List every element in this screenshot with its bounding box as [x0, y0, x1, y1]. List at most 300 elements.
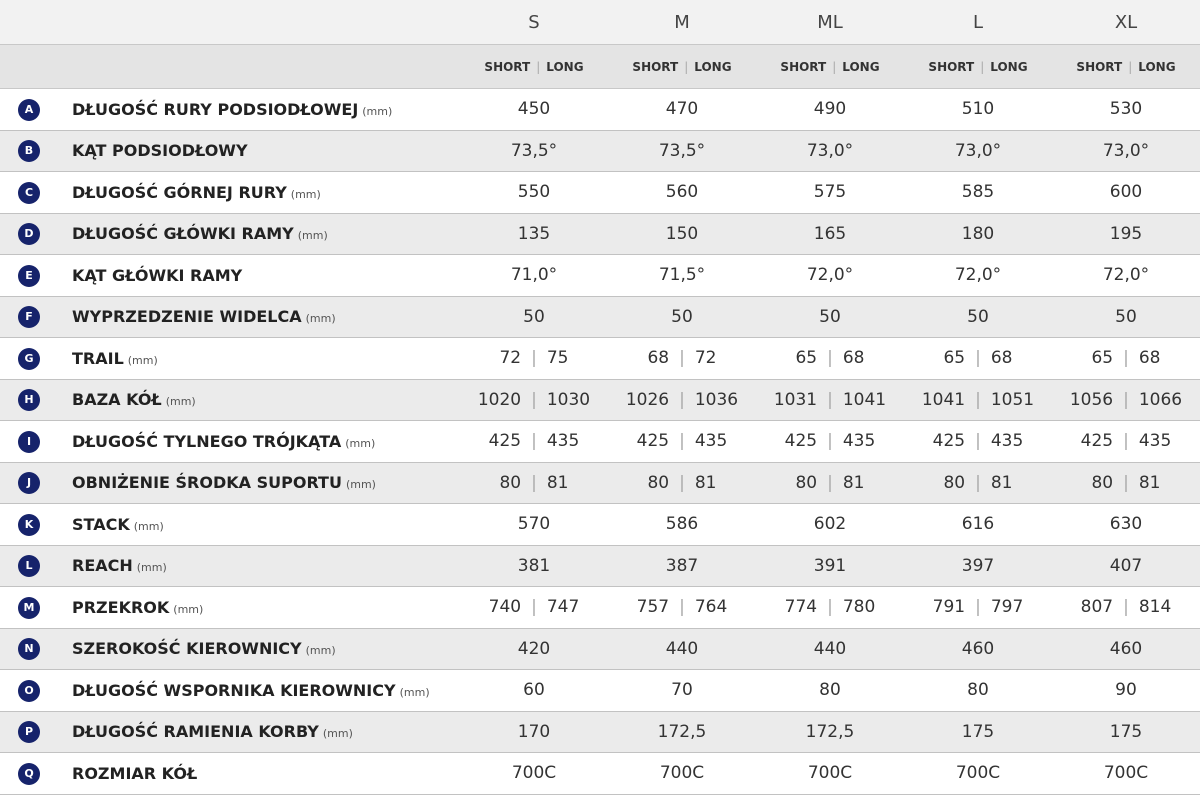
value-cell — [1052, 711, 1200, 753]
value-short: 381 — [517, 555, 551, 576]
value-cell — [756, 753, 904, 795]
row-letter-badge: N — [18, 638, 40, 660]
value-short: 73,5° — [510, 140, 558, 161]
value-short: 1041 — [921, 389, 966, 410]
row-letter-badge: H — [18, 389, 40, 411]
value-short: 172,5 — [805, 721, 855, 742]
value-short: 60 — [523, 680, 545, 701]
value-cell — [608, 296, 756, 338]
row-letter-badge: F — [18, 306, 40, 328]
value-cell — [608, 670, 756, 712]
value-cell — [460, 255, 608, 297]
value-cell — [1052, 504, 1200, 546]
value-short: 791 — [932, 597, 966, 618]
row-unit: (mm) — [305, 312, 336, 326]
row-label: DŁUGOŚĆ RURY PODSIODŁOWEJ — [72, 99, 359, 119]
value-cell — [904, 255, 1052, 297]
value-short: 490 — [813, 99, 847, 120]
value-short: 72 — [499, 348, 522, 369]
value-separator: | — [827, 472, 833, 493]
row-label-cell — [72, 753, 460, 795]
row-label: KĄT GŁÓWKI RAMY — [72, 265, 243, 285]
value-long: 81 — [694, 472, 717, 493]
value-cell — [756, 545, 904, 587]
value-separator: | — [827, 389, 833, 410]
value-cell — [756, 130, 904, 172]
value-short: 397 — [961, 555, 995, 576]
row-letter-cell — [0, 296, 72, 338]
value-cell — [460, 296, 608, 338]
row-label: DŁUGOŚĆ GÓRNEJ RURY — [72, 182, 287, 202]
value-short: 600 — [1109, 182, 1143, 203]
value-cell — [608, 421, 756, 463]
value-short: 73,0° — [1102, 140, 1150, 161]
value-separator: | — [1123, 597, 1129, 618]
value-separator: | — [975, 389, 981, 410]
value-long: 747 — [546, 597, 580, 618]
row-unit: (mm) — [173, 602, 204, 616]
value-cell — [1052, 89, 1200, 131]
value-short: 65 — [1091, 348, 1114, 369]
value-short: 550 — [517, 182, 551, 203]
value-short: 460 — [961, 638, 995, 659]
value-cell — [756, 296, 904, 338]
value-cell — [1052, 379, 1200, 421]
variant-separator: | — [832, 59, 837, 74]
row-letter-badge: B — [18, 140, 40, 162]
row-letter-cell — [0, 213, 72, 255]
value-short: 700C — [807, 763, 853, 784]
value-short: 50 — [1115, 306, 1137, 327]
row-letter-badge: J — [18, 472, 40, 494]
value-cell — [904, 628, 1052, 670]
variant-short-label: SHORT — [1076, 59, 1123, 74]
table-row — [0, 213, 1200, 255]
row-letter-cell — [0, 628, 72, 670]
value-short: 80 — [499, 472, 522, 493]
value-short: 616 — [961, 514, 995, 535]
row-letter-cell — [0, 670, 72, 712]
value-cell — [904, 130, 1052, 172]
size-header-row — [0, 0, 1200, 45]
row-letter-badge: K — [18, 514, 40, 536]
variant-header-ml — [756, 45, 904, 89]
value-short: 68 — [647, 348, 670, 369]
variant-long-label: LONG — [694, 59, 732, 74]
value-cell — [904, 172, 1052, 214]
value-short: 630 — [1109, 514, 1143, 535]
value-short: 807 — [1080, 597, 1114, 618]
value-long: 68 — [1138, 348, 1161, 369]
value-short: 80 — [1091, 472, 1114, 493]
value-long: 797 — [990, 597, 1024, 618]
table-row — [0, 711, 1200, 753]
value-short: 1056 — [1069, 389, 1114, 410]
value-cell — [1052, 255, 1200, 297]
table-row — [0, 130, 1200, 172]
row-letter-cell — [0, 711, 72, 753]
row-label-cell — [72, 89, 460, 131]
row-letter-cell — [0, 255, 72, 297]
value-cell — [460, 545, 608, 587]
value-short: 700C — [955, 763, 1001, 784]
table-row — [0, 296, 1200, 338]
value-cell — [460, 670, 608, 712]
value-short: 757 — [636, 597, 670, 618]
row-letter-badge: A — [18, 99, 40, 121]
row-letter-cell — [0, 130, 72, 172]
row-letter-badge: D — [18, 223, 40, 245]
value-long: 81 — [842, 472, 865, 493]
row-label-cell — [72, 628, 460, 670]
value-cell — [460, 462, 608, 504]
row-label: DŁUGOŚĆ RAMIENIA KORBY — [72, 722, 319, 742]
value-cell — [904, 753, 1052, 795]
value-cell — [608, 213, 756, 255]
value-short: 90 — [1115, 680, 1137, 701]
value-short: 70 — [671, 680, 693, 701]
value-short: 175 — [1109, 721, 1143, 742]
value-long: 435 — [842, 431, 876, 452]
value-cell — [460, 130, 608, 172]
value-long: 1066 — [1138, 389, 1183, 410]
row-label-cell — [72, 587, 460, 629]
value-cell — [904, 711, 1052, 753]
header-spacer — [72, 0, 460, 45]
value-cell — [1052, 338, 1200, 380]
value-cell — [1052, 296, 1200, 338]
value-cell — [1052, 753, 1200, 795]
row-label: STACK — [72, 514, 130, 534]
value-short: 80 — [647, 472, 670, 493]
value-separator: | — [827, 431, 833, 452]
geometry-body — [0, 89, 1200, 795]
row-label: DŁUGOŚĆ WSPORNIKA KIEROWNICY — [72, 680, 396, 700]
value-short: 425 — [1080, 431, 1114, 452]
value-cell — [608, 172, 756, 214]
row-unit: (mm) — [322, 727, 353, 741]
value-short: 585 — [961, 182, 995, 203]
value-long: 68 — [842, 348, 865, 369]
value-separator: | — [975, 348, 981, 369]
table-row — [0, 587, 1200, 629]
row-label-cell — [72, 670, 460, 712]
header-spacer — [0, 0, 72, 45]
value-short: 560 — [665, 182, 699, 203]
value-cell — [904, 338, 1052, 380]
row-letter-cell — [0, 462, 72, 504]
value-short: 73,0° — [954, 140, 1002, 161]
value-cell — [904, 379, 1052, 421]
header-spacer — [72, 45, 460, 89]
variant-separator: | — [1128, 59, 1133, 74]
value-cell — [460, 628, 608, 670]
value-cell — [904, 670, 1052, 712]
value-separator: | — [1123, 431, 1129, 452]
value-long: 81 — [990, 472, 1013, 493]
row-unit: (mm) — [290, 187, 321, 201]
value-short: 602 — [813, 514, 847, 535]
value-short: 165 — [813, 223, 847, 244]
value-cell — [756, 587, 904, 629]
value-cell — [608, 753, 756, 795]
value-short: 195 — [1109, 223, 1143, 244]
row-label: PRZEKROK — [72, 597, 170, 617]
value-separator: | — [1123, 389, 1129, 410]
table-row — [0, 545, 1200, 587]
value-short: 586 — [665, 514, 699, 535]
value-cell — [460, 89, 608, 131]
value-short: 575 — [813, 182, 847, 203]
row-unit: (mm) — [399, 685, 430, 699]
table-row — [0, 338, 1200, 380]
header-spacer — [0, 45, 72, 89]
value-cell — [460, 504, 608, 546]
value-cell — [756, 504, 904, 546]
value-cell — [756, 89, 904, 131]
value-long: 72 — [694, 348, 717, 369]
value-cell — [756, 213, 904, 255]
value-cell — [1052, 670, 1200, 712]
variant-long-label: LONG — [1138, 59, 1176, 74]
value-short: 530 — [1109, 99, 1143, 120]
variant-long-label: LONG — [842, 59, 880, 74]
value-separator: | — [679, 472, 685, 493]
row-letter-cell — [0, 172, 72, 214]
variant-header-row — [0, 45, 1200, 89]
value-long: 81 — [1138, 472, 1161, 493]
value-short: 510 — [961, 99, 995, 120]
value-cell — [756, 255, 904, 297]
value-separator: | — [679, 389, 685, 410]
row-letter-cell — [0, 504, 72, 546]
size-header-m[interactable]: M — [608, 0, 756, 45]
value-separator: | — [827, 597, 833, 618]
value-separator: | — [975, 431, 981, 452]
value-short: 425 — [784, 431, 818, 452]
value-cell — [1052, 587, 1200, 629]
value-separator: | — [531, 389, 537, 410]
value-cell — [460, 379, 608, 421]
value-long: 435 — [1138, 431, 1172, 452]
row-unit: (mm) — [305, 644, 336, 658]
value-short: 740 — [488, 597, 522, 618]
row-label-cell — [72, 338, 460, 380]
row-letter-cell — [0, 89, 72, 131]
value-short: 50 — [967, 306, 989, 327]
value-cell — [904, 213, 1052, 255]
variant-header-xl — [1052, 45, 1200, 89]
value-short: 73,0° — [806, 140, 854, 161]
value-short: 80 — [967, 680, 989, 701]
value-cell — [460, 421, 608, 463]
row-letter-badge: Q — [18, 763, 40, 785]
table-row — [0, 462, 1200, 504]
value-cell — [608, 379, 756, 421]
value-short: 774 — [784, 597, 818, 618]
row-label: DŁUGOŚĆ TYLNEGO TRÓJKĄTA — [72, 431, 342, 451]
value-cell — [756, 462, 904, 504]
row-unit: (mm) — [297, 229, 328, 243]
value-cell — [608, 545, 756, 587]
variant-long-label: LONG — [546, 59, 584, 74]
table-row — [0, 628, 1200, 670]
variant-long-label: LONG — [990, 59, 1028, 74]
value-short: 1026 — [625, 389, 670, 410]
row-label: TRAIL — [72, 348, 124, 368]
row-label-cell — [72, 255, 460, 297]
value-short: 387 — [665, 555, 699, 576]
row-letter-cell — [0, 587, 72, 629]
value-cell — [460, 711, 608, 753]
value-long: 435 — [694, 431, 728, 452]
row-label-cell — [72, 296, 460, 338]
value-separator: | — [531, 597, 537, 618]
row-unit: (mm) — [165, 395, 196, 409]
variant-separator: | — [684, 59, 689, 74]
variant-header-s — [460, 45, 608, 89]
value-short: 71,5° — [658, 265, 706, 286]
table-row — [0, 421, 1200, 463]
value-cell — [904, 462, 1052, 504]
value-short: 80 — [943, 472, 966, 493]
value-short: 1020 — [477, 389, 522, 410]
variant-header-l — [904, 45, 1052, 89]
size-header-xl[interactable]: XL — [1052, 0, 1200, 45]
value-short: 180 — [961, 223, 995, 244]
value-cell — [1052, 545, 1200, 587]
value-cell — [608, 338, 756, 380]
value-separator: | — [679, 597, 685, 618]
value-short: 50 — [523, 306, 545, 327]
value-long: 75 — [546, 348, 569, 369]
value-short: 425 — [932, 431, 966, 452]
value-cell — [904, 504, 1052, 546]
row-letter-cell — [0, 545, 72, 587]
value-cell — [460, 213, 608, 255]
row-label: WYPRZEDZENIE WIDELCA — [72, 307, 302, 327]
row-label: DŁUGOŚĆ GŁÓWKI RAMY — [72, 224, 294, 244]
value-separator: | — [679, 431, 685, 452]
row-label: ROZMIAR KÓŁ — [72, 763, 198, 783]
table-row — [0, 172, 1200, 214]
row-unit: (mm) — [345, 436, 376, 450]
variant-short-label: SHORT — [484, 59, 531, 74]
value-cell — [904, 296, 1052, 338]
value-short: 65 — [795, 348, 818, 369]
value-short: 150 — [665, 223, 699, 244]
row-letter-badge: M — [18, 597, 40, 619]
value-cell — [904, 89, 1052, 131]
row-label-cell — [72, 421, 460, 463]
variant-separator: | — [536, 59, 541, 74]
value-cell — [1052, 172, 1200, 214]
value-short: 50 — [671, 306, 693, 327]
row-label-cell — [72, 172, 460, 214]
row-letter-badge: O — [18, 680, 40, 702]
row-letter-cell — [0, 379, 72, 421]
value-cell — [608, 711, 756, 753]
row-unit: (mm) — [133, 519, 164, 533]
value-cell — [756, 711, 904, 753]
value-short: 420 — [517, 638, 551, 659]
row-letter-badge: C — [18, 182, 40, 204]
row-label: OBNIŻENIE ŚRODKA SUPORTU — [72, 473, 342, 493]
variant-separator: | — [980, 59, 985, 74]
value-cell — [608, 628, 756, 670]
table-row — [0, 255, 1200, 297]
value-cell — [756, 379, 904, 421]
value-short: 460 — [1109, 638, 1143, 659]
value-cell — [608, 504, 756, 546]
row-letter-badge: E — [18, 265, 40, 287]
value-long: 1041 — [842, 389, 887, 410]
row-label-cell — [72, 545, 460, 587]
variant-header-m — [608, 45, 756, 89]
value-short: 65 — [943, 348, 966, 369]
value-separator: | — [679, 348, 685, 369]
value-short: 1031 — [773, 389, 818, 410]
value-short: 72,0° — [954, 265, 1002, 286]
row-label: REACH — [72, 556, 133, 576]
row-label-cell — [72, 711, 460, 753]
value-cell — [756, 670, 904, 712]
variant-short-label: SHORT — [928, 59, 975, 74]
value-long: 814 — [1138, 597, 1172, 618]
row-unit: (mm) — [362, 104, 393, 118]
value-long: 435 — [546, 431, 580, 452]
row-unit: (mm) — [127, 353, 158, 367]
value-short: 73,5° — [658, 140, 706, 161]
value-cell — [1052, 421, 1200, 463]
row-letter-badge: I — [18, 431, 40, 453]
row-unit: (mm) — [136, 561, 167, 575]
value-cell — [904, 545, 1052, 587]
value-cell — [608, 587, 756, 629]
value-short: 80 — [795, 472, 818, 493]
value-cell — [460, 587, 608, 629]
size-header-ml[interactable]: ML — [756, 0, 904, 45]
value-long: 764 — [694, 597, 728, 618]
value-short: 135 — [517, 223, 551, 244]
value-short: 425 — [488, 431, 522, 452]
value-short: 72,0° — [806, 265, 854, 286]
value-cell — [1052, 213, 1200, 255]
value-cell — [756, 172, 904, 214]
value-short: 440 — [813, 638, 847, 659]
value-long: 1036 — [694, 389, 739, 410]
value-separator: | — [975, 472, 981, 493]
value-separator: | — [531, 348, 537, 369]
table-row — [0, 89, 1200, 131]
value-short: 425 — [636, 431, 670, 452]
size-header-l[interactable]: L — [904, 0, 1052, 45]
value-short: 170 — [517, 721, 551, 742]
value-short: 570 — [517, 514, 551, 535]
value-separator: | — [1123, 348, 1129, 369]
row-letter-cell — [0, 753, 72, 795]
value-short: 72,0° — [1102, 265, 1150, 286]
value-separator: | — [531, 431, 537, 452]
value-cell — [608, 89, 756, 131]
value-separator: | — [1123, 472, 1129, 493]
value-cell — [756, 421, 904, 463]
size-header-s[interactable]: S — [460, 0, 608, 45]
row-label: BAZA KÓŁ — [72, 390, 162, 410]
value-short: 172,5 — [657, 721, 707, 742]
value-short: 71,0° — [510, 265, 558, 286]
row-letter-cell — [0, 338, 72, 380]
